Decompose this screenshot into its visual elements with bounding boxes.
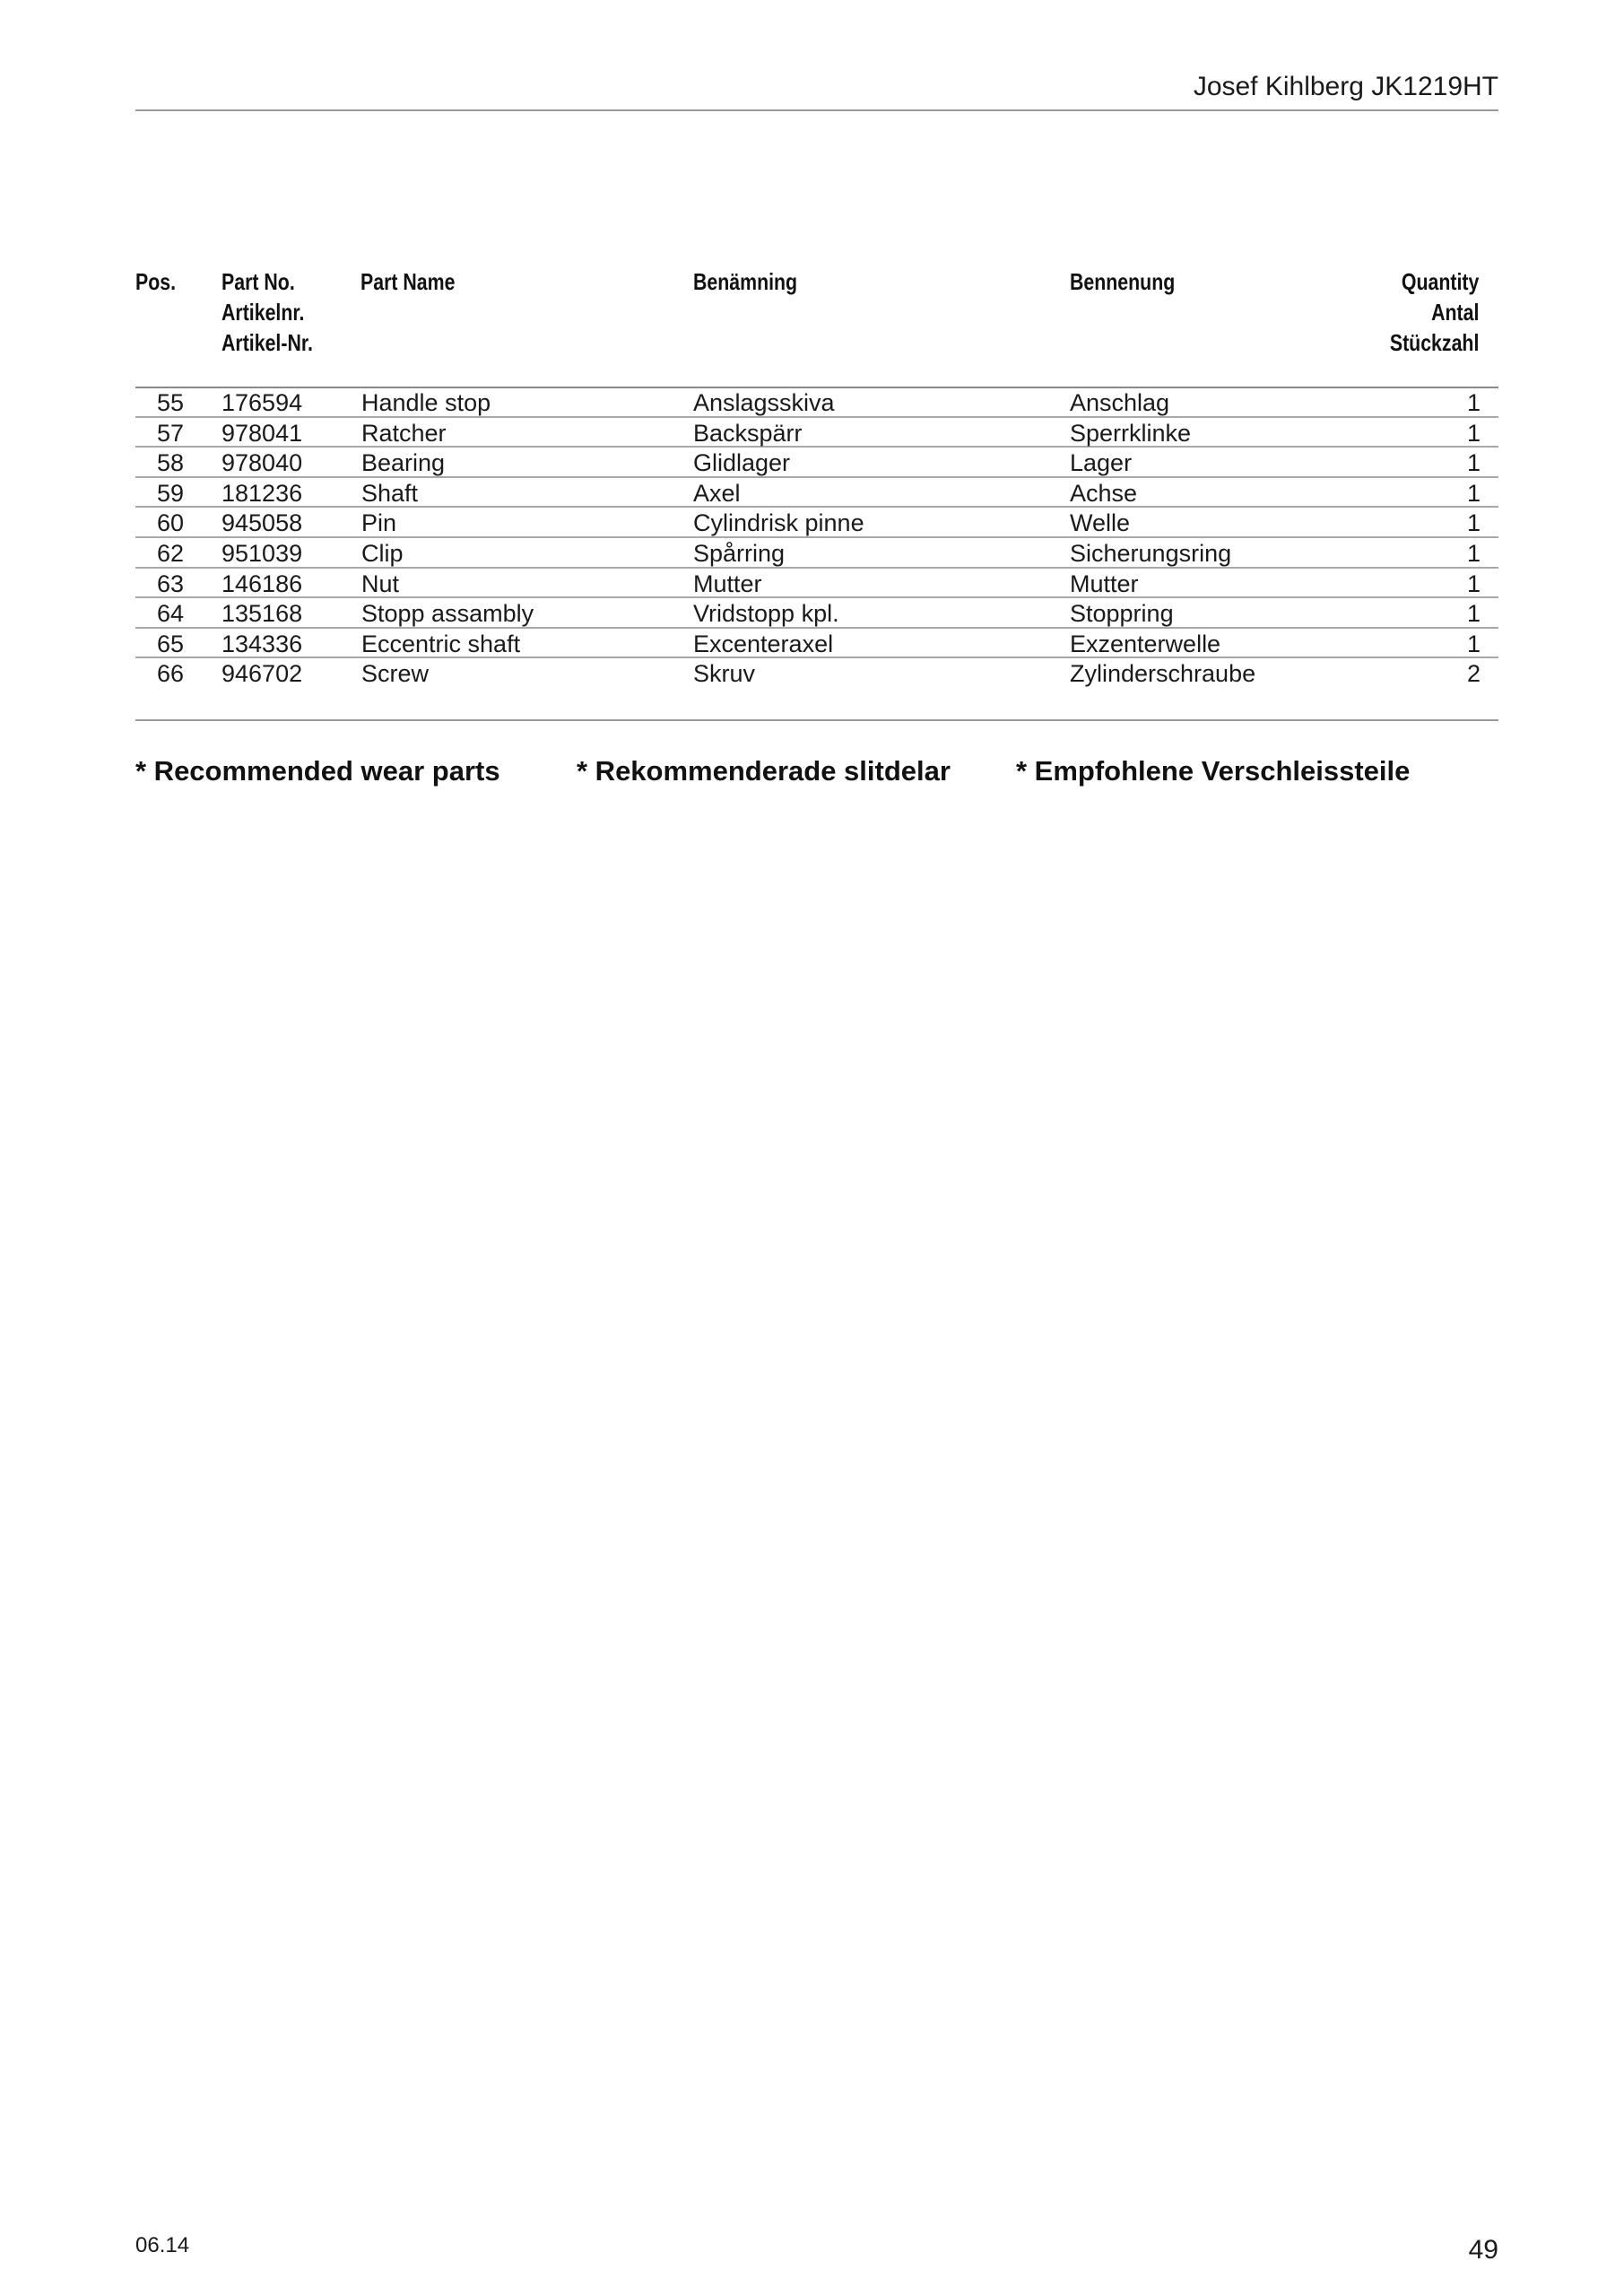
cell-bennenung: Mutter — [1070, 570, 1139, 597]
cell-part-name: Nut — [361, 570, 400, 597]
cell-benamning: Backspärr — [693, 419, 803, 447]
cell-pos: 62 — [156, 539, 184, 567]
cell-part-name: Shaft — [361, 479, 419, 507]
cell-part-no: 951039 — [221, 539, 303, 567]
column-header-quantity-sv: Antal — [1430, 299, 1479, 326]
table-bottom-divider — [135, 719, 1498, 721]
table-row — [135, 418, 1498, 448]
cell-quantity: 1 — [1466, 600, 1481, 628]
cell-part-no: 181236 — [221, 479, 303, 507]
column-header-part-no-en: Part No. — [221, 268, 295, 295]
column-header-part-name — [360, 266, 455, 297]
column-header-part-no — [221, 266, 313, 358]
cell-pos: 58 — [156, 449, 184, 477]
cell-bennenung: Sicherungsring — [1070, 539, 1232, 567]
cell-benamning: Anslagsskiva — [693, 389, 835, 416]
column-header-quantity — [1389, 266, 1479, 358]
cell-part-name: Bearing — [361, 449, 446, 477]
cell-pos: 63 — [156, 570, 184, 597]
table-row — [135, 448, 1498, 478]
cell-pos: 65 — [156, 630, 184, 657]
cell-benamning: Mutter — [693, 570, 762, 597]
column-header-bennenung — [1070, 266, 1175, 297]
wear-parts-note-sv: * Rekommenderade slitdelar — [577, 755, 951, 787]
header-divider — [135, 109, 1498, 111]
cell-part-name: Eccentric shaft — [361, 630, 521, 657]
cell-benamning: Spårring — [693, 539, 786, 567]
cell-pos: 64 — [156, 600, 184, 628]
cell-part-name: Stopp assambly — [361, 600, 534, 628]
cell-quantity: 2 — [1466, 660, 1481, 688]
cell-part-name: Handle stop — [361, 389, 491, 416]
cell-part-no: 945058 — [221, 509, 303, 537]
column-header-benamning — [693, 266, 797, 297]
cell-bennenung: Zylinderschraube — [1070, 660, 1256, 688]
cell-bennenung: Anschlag — [1070, 389, 1170, 416]
cell-quantity: 1 — [1466, 509, 1481, 537]
footer-date: 06.14 — [135, 2233, 190, 2257]
column-header-part-no-sv: Artikelnr. — [221, 299, 305, 326]
cell-part-name: Screw — [361, 660, 430, 688]
cell-benamning: Cylindrisk pinne — [693, 509, 864, 537]
table-row — [135, 387, 1498, 418]
cell-quantity: 1 — [1466, 539, 1481, 567]
cell-quantity: 1 — [1466, 479, 1481, 507]
document-title: Josef Kihlberg JK1219HT — [1193, 72, 1498, 101]
table-row — [135, 478, 1498, 509]
wear-parts-note-de: * Empfohlene Verschleissteile — [1016, 755, 1411, 787]
cell-part-name: Pin — [361, 509, 397, 537]
cell-pos: 55 — [156, 389, 184, 416]
cell-part-no: 135168 — [221, 600, 303, 628]
cell-part-name: Ratcher — [361, 419, 447, 447]
parts-table-body — [135, 387, 1498, 689]
table-row — [135, 569, 1498, 599]
wear-parts-note-en: * Recommended wear parts — [135, 755, 500, 787]
table-row — [135, 538, 1498, 569]
column-header-bennenung-label: Bennenung — [1070, 268, 1176, 295]
cell-part-no: 978040 — [221, 449, 303, 477]
column-header-part-no-de: Artikel-Nr. — [221, 329, 313, 356]
cell-bennenung: Lager — [1070, 449, 1133, 477]
cell-part-no: 134336 — [221, 630, 303, 657]
cell-benamning: Glidlager — [693, 449, 791, 477]
cell-bennenung: Stoppring — [1070, 600, 1174, 628]
cell-bennenung: Welle — [1070, 509, 1131, 537]
cell-part-no: 946702 — [221, 660, 303, 688]
cell-part-name: Clip — [361, 539, 404, 567]
cell-bennenung: Sperrklinke — [1070, 419, 1192, 447]
cell-quantity: 1 — [1466, 389, 1481, 416]
cell-quantity: 1 — [1466, 449, 1481, 477]
page-number: 49 — [1468, 2235, 1498, 2265]
column-header-quantity-en: Quantity — [1401, 268, 1479, 295]
column-header-benamning-label: Benämning — [693, 268, 798, 295]
cell-pos: 59 — [156, 479, 184, 507]
cell-part-no: 978041 — [221, 419, 303, 447]
cell-pos: 66 — [156, 660, 184, 688]
cell-benamning: Skruv — [693, 660, 756, 688]
table-row — [135, 598, 1498, 629]
cell-quantity: 1 — [1466, 419, 1481, 447]
cell-part-no: 176594 — [221, 389, 303, 416]
cell-part-no: 146186 — [221, 570, 303, 597]
cell-benamning: Vridstopp kpl. — [693, 600, 839, 628]
column-header-part-name-label: Part Name — [360, 268, 456, 295]
cell-benamning: Excenteraxel — [693, 630, 834, 657]
cell-quantity: 1 — [1466, 570, 1481, 597]
column-header-quantity-de: Stückzahl — [1389, 329, 1479, 356]
table-row — [135, 508, 1498, 538]
table-row — [135, 629, 1498, 659]
cell-bennenung: Achse — [1070, 479, 1138, 507]
cell-benamning: Axel — [693, 479, 741, 507]
cell-bennenung: Exzenterwelle — [1070, 630, 1221, 657]
table-row — [135, 658, 1498, 689]
column-header-pos-label: Pos. — [135, 268, 177, 295]
cell-quantity: 1 — [1466, 630, 1481, 657]
column-header-pos — [135, 266, 176, 297]
cell-pos: 60 — [156, 509, 184, 537]
cell-pos: 57 — [156, 419, 184, 447]
